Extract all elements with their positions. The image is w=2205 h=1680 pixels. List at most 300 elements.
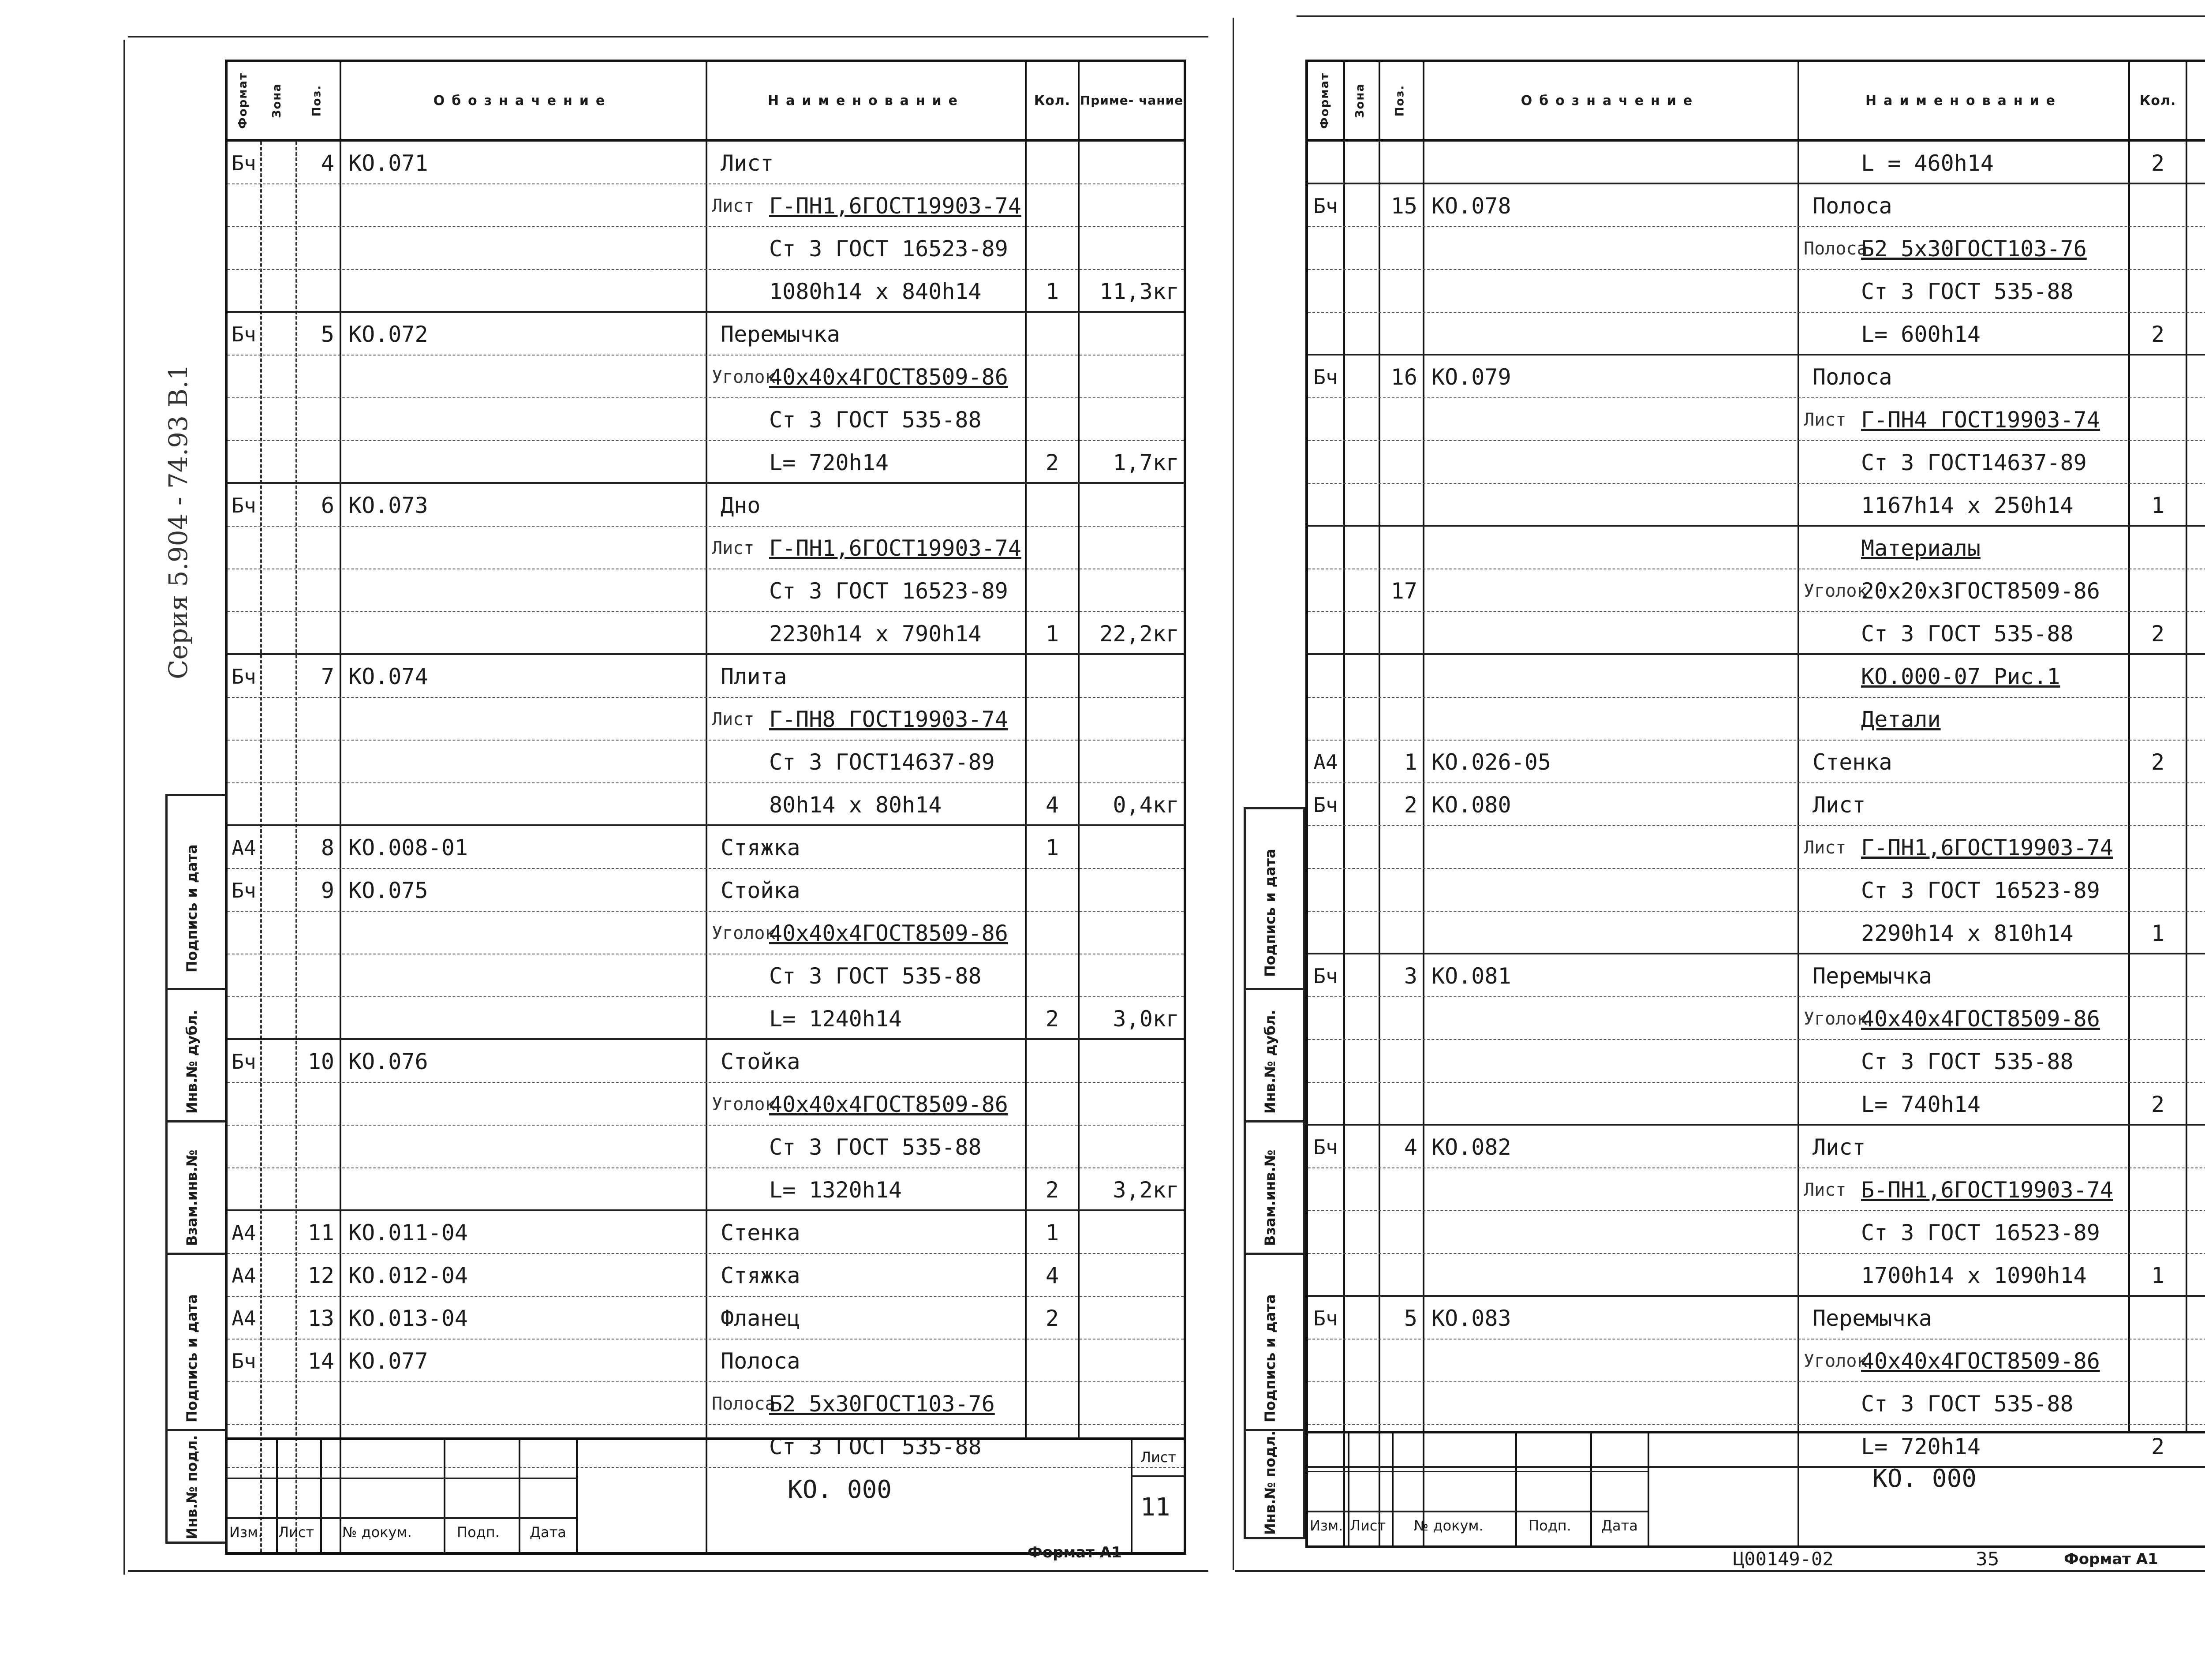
table-row: [1308, 227, 2205, 270]
note-cell: [2187, 184, 2205, 227]
table-row: [228, 355, 1184, 398]
designation-cell: КО.012-04: [348, 1262, 468, 1288]
table-row: [1308, 741, 2205, 783]
quantity-cell: [1027, 527, 1078, 569]
designation-cell: КО.008-01: [348, 834, 468, 861]
table-row: [228, 997, 1184, 1040]
left-spec-table: [225, 60, 1186, 1555]
designation-cell: КО.080: [1431, 792, 1511, 818]
quantity-cell: [1027, 912, 1078, 954]
designation-cell: [1423, 569, 1431, 612]
position-cell: [1379, 1340, 1423, 1382]
note-cell: 3,2кг: [1113, 1177, 1179, 1203]
designation-cell: [340, 997, 348, 1040]
format-label: Формат А1: [1028, 1544, 1122, 1561]
position-cell: [295, 912, 340, 954]
material-prefix: Лист: [1804, 837, 1846, 858]
quantity-cell: 4: [1045, 1262, 1059, 1288]
note-cell: [2187, 869, 2205, 912]
table-row: [228, 184, 1184, 227]
format-cell: [228, 527, 260, 569]
format-cell: Бч: [232, 493, 256, 517]
position-cell: [1379, 1211, 1423, 1254]
name-cell: Ст 3 ГОСТ14637-89: [1861, 449, 2087, 475]
name-cell: Полоса: [721, 1348, 800, 1374]
position-cell: [1379, 826, 1423, 869]
name-cell: Лист: [721, 150, 774, 176]
name-cell: 40х40х4ГОСТ8509-86: [769, 1091, 1008, 1117]
format-cell: А4: [1313, 750, 1338, 774]
designation-cell: [340, 569, 348, 612]
name-cell: Полоса: [1813, 364, 1892, 390]
material-prefix: Полоса: [1804, 238, 1868, 259]
document-code: КО. 000: [788, 1475, 892, 1504]
name-cell: Ст 3 ГОСТ 535-88: [1861, 1391, 2074, 1417]
position-cell: [295, 227, 340, 270]
format-cell: Бч: [1313, 365, 1338, 389]
table-row: [1308, 698, 2205, 741]
name-cell: Дно: [721, 492, 761, 518]
name-cell: Детали: [1861, 706, 1941, 732]
designation-cell: [340, 698, 348, 741]
name-cell: Стенка: [1813, 749, 1892, 775]
table-row: [228, 527, 1184, 569]
table-row: [228, 826, 1184, 869]
quantity-cell: [2130, 997, 2186, 1040]
designation-cell: [340, 270, 348, 313]
table-row: [1308, 655, 2205, 698]
designation-cell: [1423, 1168, 1431, 1211]
quantity-cell: [2130, 1211, 2186, 1254]
format-cell: [1308, 1211, 1343, 1254]
quantity-cell: [2130, 1168, 2186, 1211]
designation-cell: КО.026-05: [1431, 749, 1551, 775]
position-cell: [1379, 142, 1423, 184]
table-row: [1308, 527, 2205, 569]
quantity-cell: [1027, 698, 1078, 741]
name-cell: 40х40х4ГОСТ8509-86: [769, 364, 1008, 390]
quantity-cell: [2130, 869, 2186, 912]
series-label: Серия 5.904 - 74.93 В.1: [163, 364, 193, 679]
format-cell: [228, 355, 260, 398]
material-prefix: Уголок: [712, 1094, 776, 1115]
quantity-cell: 1: [1045, 621, 1059, 647]
format-cell: А4: [232, 1306, 256, 1330]
table-row: [1308, 612, 2205, 655]
position-cell: [1379, 313, 1423, 355]
quantity-cell: [2130, 270, 2186, 313]
format-cell: Бч: [232, 322, 256, 346]
table-row: [1308, 484, 2205, 527]
note-cell: 1,7кг: [1113, 449, 1179, 475]
designation-cell: [1423, 398, 1431, 441]
designation-cell: [1423, 142, 1431, 184]
format-cell: [228, 1168, 260, 1211]
quantity-cell: [1027, 655, 1078, 698]
name-cell: Б-ПН1,6ГОСТ19903-74: [1861, 1177, 2113, 1203]
position-cell: 8: [321, 834, 334, 861]
designation-cell: [1423, 484, 1431, 527]
designation-cell: КО.081: [1431, 963, 1511, 989]
table-row: [228, 912, 1184, 954]
table-row: [228, 441, 1184, 484]
table-row: [228, 313, 1184, 355]
note-cell: [1080, 1083, 1184, 1126]
material-prefix: Полоса: [712, 1393, 776, 1414]
name-cell: Г-ПН1,6ГОСТ19903-74: [769, 193, 1021, 219]
note-cell: [1080, 484, 1184, 527]
table-row: [228, 270, 1184, 313]
designation-cell: КО.076: [348, 1048, 428, 1074]
format-cell: [1308, 612, 1343, 655]
format-cell: [1308, 997, 1343, 1040]
designation-cell: [340, 398, 348, 441]
format-cell: [228, 1382, 260, 1425]
designation-cell: КО.072: [348, 321, 428, 347]
designation-cell: [1423, 227, 1431, 270]
position-cell: 5: [321, 321, 334, 347]
designation-cell: КО.073: [348, 492, 428, 518]
position-cell: [1379, 270, 1423, 313]
note-cell: [2187, 997, 2205, 1040]
name-cell: 1080h14 х 840h14: [769, 278, 982, 304]
position-cell: [1379, 698, 1423, 741]
quantity-cell: [1027, 398, 1078, 441]
designation-cell: КО.079: [1431, 364, 1511, 390]
format-cell: [1308, 484, 1343, 527]
table-row: [228, 698, 1184, 741]
note-cell: 0,4кг: [1113, 792, 1179, 818]
title-block: Изм. Лист № докум. Подп. Дата КО. 000 Лист 11: [228, 1437, 1184, 1552]
note-cell: [2187, 1340, 2205, 1382]
table-row: [1308, 142, 2205, 184]
left-side-stamp: Подпись и дата Инв.№ дубл. Взам.инв.№ Подпись и дата Инв.№ подл.: [165, 794, 227, 1544]
note-cell: [2187, 355, 2205, 398]
name-cell: Перемычка: [1813, 963, 1932, 989]
position-cell: [295, 698, 340, 741]
quantity-cell: [1027, 1382, 1078, 1425]
page-number: 35: [1976, 1548, 1999, 1570]
format-cell: Бч: [232, 1349, 256, 1373]
position-cell: [295, 270, 340, 313]
designation-cell: [1423, 826, 1431, 869]
position-cell: [295, 527, 340, 569]
table-row: [1308, 1382, 2205, 1425]
right-side-stamp: Подпись и дата Инв.№ дубл. Взам.инв.№ Подпись и дата Инв.№ подл.: [1244, 807, 1305, 1539]
quantity-cell: [1027, 569, 1078, 612]
designation-cell: [1423, 612, 1431, 655]
table-row: [1308, 1297, 2205, 1340]
note-cell: [1080, 1340, 1184, 1382]
quantity-cell: [1027, 227, 1078, 270]
table-row: [228, 1340, 1184, 1382]
note-cell: [2187, 398, 2205, 441]
designation-cell: [1423, 441, 1431, 484]
note-cell: [1080, 1297, 1184, 1340]
table-row: [1308, 912, 2205, 954]
designation-cell: [1423, 1254, 1431, 1297]
quantity-cell: [2130, 698, 2186, 741]
table-row: [1308, 826, 2205, 869]
table-row: [1308, 1211, 2205, 1254]
note-cell: [2187, 783, 2205, 826]
name-cell: 1167h14 х 250h14: [1861, 492, 2074, 518]
name-cell: Ст 3 ГОСТ 16523-89: [769, 578, 1008, 604]
table-row: [1308, 783, 2205, 826]
name-cell: L= 720h14: [1861, 1433, 1981, 1459]
name-cell: Материалы: [1861, 535, 1981, 561]
note-cell: [1080, 355, 1184, 398]
table-row: [1308, 1040, 2205, 1083]
quantity-cell: [2130, 783, 2186, 826]
table-header: Формат Зона Поз. Обозначение Наименование Кол.: [1308, 62, 2205, 142]
table-row: [228, 741, 1184, 783]
quantity-cell: 1: [1045, 278, 1059, 304]
name-cell: L= 1240h14: [769, 1006, 902, 1032]
quantity-cell: [1027, 1083, 1078, 1126]
designation-cell: КО.078: [1431, 193, 1511, 219]
name-cell: Б2 5х30ГОСТ103-76: [1861, 236, 2087, 262]
right-spec-table: [1305, 60, 2205, 1548]
quantity-cell: [2130, 1382, 2186, 1425]
designation-cell: [340, 912, 348, 954]
format-cell: Бч: [232, 1049, 256, 1074]
quantity-cell: [2130, 954, 2186, 997]
table-header: Формат Зона Поз. Обозначение Наименование Кол. Приме- чание: [228, 62, 1184, 142]
table-row: [228, 569, 1184, 612]
right-sheet: [1226, 0, 2205, 1680]
note-cell: [2187, 1297, 2205, 1340]
format-cell: А4: [232, 1220, 256, 1245]
position-cell: [295, 1126, 340, 1168]
note-cell: [1080, 655, 1184, 698]
format-cell: [1308, 1254, 1343, 1297]
quantity-cell: [1027, 1040, 1078, 1083]
position-cell: [1379, 1254, 1423, 1297]
format-cell: Бч: [232, 151, 256, 175]
designation-cell: [1423, 997, 1431, 1040]
note-cell: [1080, 569, 1184, 612]
format-cell: [228, 1126, 260, 1168]
designation-cell: [340, 1168, 348, 1211]
name-cell: L = 460h14: [1861, 150, 1994, 176]
name-cell: L= 740h14: [1861, 1091, 1981, 1117]
format-cell: Бч: [232, 664, 256, 688]
position-cell: [295, 1083, 340, 1126]
name-cell: 40х40х4ГОСТ8509-86: [1861, 1006, 2100, 1032]
name-cell: Стенка: [721, 1220, 800, 1246]
format-cell: Бч: [1313, 194, 1338, 218]
designation-cell: [340, 954, 348, 997]
name-cell: Г-ПН1,6ГОСТ19903-74: [1861, 834, 2113, 861]
quantity-cell: 2: [2151, 1091, 2165, 1117]
table-row: [228, 484, 1184, 527]
quantity-cell: 2: [2151, 321, 2165, 347]
position-cell: [295, 441, 340, 484]
format-cell: [1308, 313, 1343, 355]
designation-cell: [340, 227, 348, 270]
table-row: [228, 1254, 1184, 1297]
position-cell: [1379, 1168, 1423, 1211]
name-cell: Ст 3 ГОСТ 535-88: [769, 963, 982, 989]
format-cell: [1308, 441, 1343, 484]
name-cell: Ст 3 ГОСТ 16523-89: [1861, 1220, 2100, 1246]
quantity-cell: [1027, 142, 1078, 184]
quantity-cell: 4: [1045, 792, 1059, 818]
quantity-cell: [1027, 184, 1078, 227]
table-row: [1308, 398, 2205, 441]
quantity-cell: [1027, 1340, 1078, 1382]
table-row: [228, 1382, 1184, 1425]
note-cell: [2187, 655, 2205, 698]
designation-cell: КО.074: [348, 663, 428, 689]
name-cell: Перемычка: [1813, 1305, 1932, 1331]
designation-cell: [1423, 1382, 1431, 1425]
note-cell: [2187, 741, 2205, 783]
format-cell: [228, 1083, 260, 1126]
format-cell: [228, 184, 260, 227]
format-cell: [1308, 1382, 1343, 1425]
table-row: [228, 1126, 1184, 1168]
designation-cell: [1423, 912, 1431, 954]
quantity-cell: [1027, 954, 1078, 997]
designation-cell: [340, 1382, 348, 1425]
note-cell: [1080, 142, 1184, 184]
name-cell: L= 720h14: [769, 449, 889, 475]
material-prefix: Лист: [1804, 1179, 1846, 1200]
designation-cell: [1423, 270, 1431, 313]
table-row: [1308, 569, 2205, 612]
table-row: [1308, 355, 2205, 398]
format-cell: [1308, 655, 1343, 698]
name-cell: Перемычка: [721, 321, 840, 347]
quantity-cell: [2130, 1297, 2186, 1340]
position-cell: 14: [307, 1348, 334, 1374]
position-cell: [1379, 869, 1423, 912]
name-cell: Г-ПН4 ГОСТ19903-74: [1861, 407, 2100, 433]
note-cell: [2187, 1083, 2205, 1126]
position-cell: [295, 355, 340, 398]
quantity-cell: [2130, 227, 2186, 270]
position-cell: 4: [1404, 1134, 1417, 1160]
quantity-cell: [2130, 569, 2186, 612]
table-row: [1308, 1168, 2205, 1211]
format-cell: [1308, 1168, 1343, 1211]
format-cell: [1308, 142, 1343, 184]
position-cell: 13: [307, 1305, 334, 1331]
quantity-cell: [1027, 484, 1078, 527]
quantity-cell: [2130, 527, 2186, 569]
designation-cell: [340, 527, 348, 569]
note-cell: [2187, 1126, 2205, 1168]
table-row: [1308, 1083, 2205, 1126]
position-cell: [295, 783, 340, 826]
position-cell: [1379, 484, 1423, 527]
format-cell: [228, 612, 260, 655]
designation-cell: КО.011-04: [348, 1220, 468, 1246]
name-cell: Ст 3 ГОСТ 535-88: [1861, 278, 2074, 304]
designation-cell: [1423, 869, 1431, 912]
position-cell: [1379, 1040, 1423, 1083]
sheet-label: Лист: [1140, 1449, 1177, 1466]
note-cell: [2187, 1040, 2205, 1083]
format-cell: [1308, 698, 1343, 741]
designation-cell: [1423, 698, 1431, 741]
quantity-cell: [2130, 1126, 2186, 1168]
format-cell: Бч: [1313, 1135, 1338, 1159]
format-cell: [228, 954, 260, 997]
position-cell: [1379, 398, 1423, 441]
position-cell: 3: [1404, 963, 1417, 989]
designation-cell: [1423, 1211, 1431, 1254]
format-cell: [1308, 527, 1343, 569]
table-row: [1308, 1254, 2205, 1297]
position-cell: [295, 997, 340, 1040]
name-cell: Стойка: [721, 877, 800, 903]
format-cell: Бч: [232, 878, 256, 902]
material-prefix: Уголок: [1804, 580, 1868, 601]
note-cell: [1080, 1040, 1184, 1083]
quantity-cell: 1: [1045, 834, 1059, 861]
material-prefix: Лист: [712, 709, 755, 730]
position-cell: 11: [307, 1220, 334, 1246]
position-cell: 4: [321, 150, 334, 176]
designation-cell: [340, 355, 348, 398]
note-cell: [1080, 912, 1184, 954]
position-cell: 12: [307, 1262, 334, 1288]
quantity-cell: [1027, 355, 1078, 398]
quantity-cell: 2: [2151, 749, 2165, 775]
quantity-cell: 2: [1045, 1305, 1059, 1331]
note-cell: [1080, 1382, 1184, 1425]
designation-cell: [340, 612, 348, 655]
note-cell: [2187, 954, 2205, 997]
note-cell: [2187, 313, 2205, 355]
designation-cell: [1423, 655, 1431, 698]
note-cell: [1080, 741, 1184, 783]
note-cell: [2187, 227, 2205, 270]
designation-cell: КО.082: [1431, 1134, 1511, 1160]
name-cell: Ст 3 ГОСТ14637-89: [769, 749, 995, 775]
position-cell: 16: [1390, 364, 1417, 390]
material-prefix: Уголок: [712, 923, 776, 943]
sheet-number: 11: [1140, 1493, 1170, 1522]
format-cell: [1308, 912, 1343, 954]
designation-cell: [1423, 1040, 1431, 1083]
table-row: [228, 142, 1184, 184]
name-cell: 2290h14 х 810h14: [1861, 920, 2074, 946]
note-cell: 22,2кг: [1099, 621, 1179, 647]
format-cell: [228, 741, 260, 783]
name-cell: 2230h14 х 790h14: [769, 621, 982, 647]
name-cell: Б2 5х30ГОСТ103-76: [769, 1391, 995, 1417]
format-cell: [1308, 1040, 1343, 1083]
table-row: [228, 783, 1184, 826]
position-cell: [295, 398, 340, 441]
position-cell: 1: [1404, 749, 1417, 775]
archive-number: Ц00149-02: [1733, 1548, 1834, 1570]
name-cell: Стойка: [721, 1048, 800, 1074]
table-row: [228, 1168, 1184, 1211]
designation-cell: КО.083: [1431, 1305, 1511, 1331]
name-cell: Ст 3 ГОСТ 535-88: [1861, 1048, 2074, 1074]
position-cell: [295, 954, 340, 997]
name-cell: 20х20х3ГОСТ8509-86: [1861, 578, 2100, 604]
document-code: КО. 000: [1872, 1464, 1977, 1493]
name-cell: Ст 3 ГОСТ 535-88: [1861, 621, 2074, 647]
designation-cell: [1423, 1083, 1431, 1126]
note-cell: 11,3кг: [1099, 278, 1179, 304]
